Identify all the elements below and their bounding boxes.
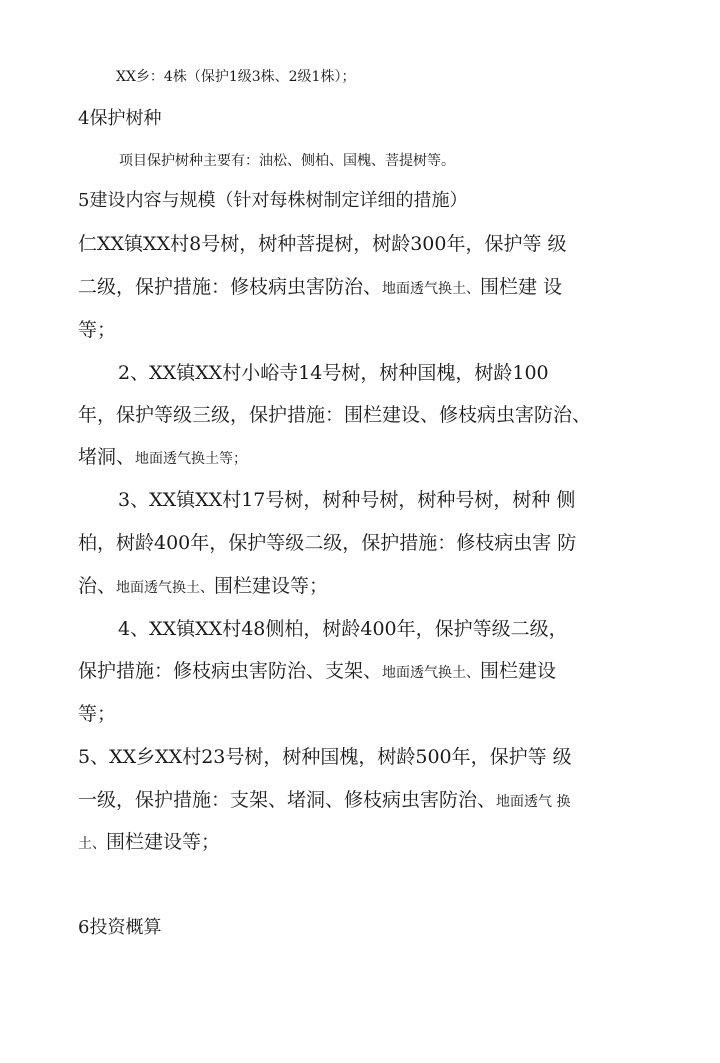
item-5-measures: 一级，保护措施：支架、堵洞、修枝病虫害防治、 — [78, 789, 497, 811]
item-3-soil-note: 地面透气换土、 — [116, 580, 215, 596]
item-4-soil-note: 地面透气换土、 — [382, 665, 481, 681]
item-3-line-2: 柏，树龄400年，保护等级二级，保护措施：修枝病虫害 防 — [78, 532, 577, 554]
item-3-line-3 — [78, 577, 328, 596]
item-5-line-2 — [78, 791, 570, 810]
item-5-fence: 围栏建设等； — [106, 831, 221, 853]
item-2-line-3 — [78, 448, 247, 467]
intro-line: XX乡：4株（保护1级3株、2级1株）； — [116, 69, 356, 85]
item-5-line-3 — [78, 833, 220, 852]
section-6-heading: 6投资概算 — [78, 917, 162, 938]
item-4-line-3: 等； — [78, 703, 117, 725]
item-3-line-1: 3、XX镇XX村17号树，树种号树，树种号树，树种 侧 — [118, 489, 576, 511]
item-5-soil-note: 地面透气 换 — [496, 794, 571, 810]
item-3-treat: 治、 — [78, 575, 117, 597]
item-5-soil-end: 土、 — [78, 836, 106, 852]
item-1-line-3: 等； — [78, 319, 117, 341]
item-1-line-2 — [78, 278, 562, 297]
item-2-line-1: 2、XX镇XX村小峪寺14号树，树种国槐，树龄100 — [118, 362, 549, 384]
item-4-measures: 保护措施：修枝病虫害防治、支架、 — [78, 660, 383, 682]
item-3-fence: 围栏建设等； — [214, 575, 329, 597]
section-4-heading: 4保护树种 — [78, 108, 162, 129]
section-5-heading: 5建设内容与规模（针对每株树制定详细的措施） — [78, 190, 468, 211]
item-1-measures: 二级，保护措施：修枝病虫害防治、 — [78, 276, 383, 298]
item-2-plug: 堵洞、 — [78, 446, 136, 468]
item-4-line-2 — [78, 662, 556, 681]
section-4-body: 项目保护树种主要有：油松、侧柏、国槐、菩提树等。 — [119, 153, 455, 169]
item-4-line-1: 4、XX镇XX村48侧柏，树龄400年，保护等级二级， — [118, 618, 568, 640]
item-2-line-2: 年，保护等级三级，保护措施：围栏建设、修枝病虫害防治、 — [78, 404, 592, 426]
item-5-line-1: 5、XX乡XX村23号树，树种国槐，树龄500年，保护等 级 — [78, 746, 572, 768]
item-4-fence: 围栏建设 — [480, 660, 557, 682]
item-2-soil-note: 地面透气换土等； — [135, 451, 248, 467]
item-1-line-1: 仁XX镇XX村8号树，树种菩提树，树龄300年，保护等 级 — [78, 233, 567, 255]
item-1-soil-note: 地面透气换土、 — [382, 281, 481, 297]
item-1-fence: 围栏建 设 — [480, 276, 563, 298]
